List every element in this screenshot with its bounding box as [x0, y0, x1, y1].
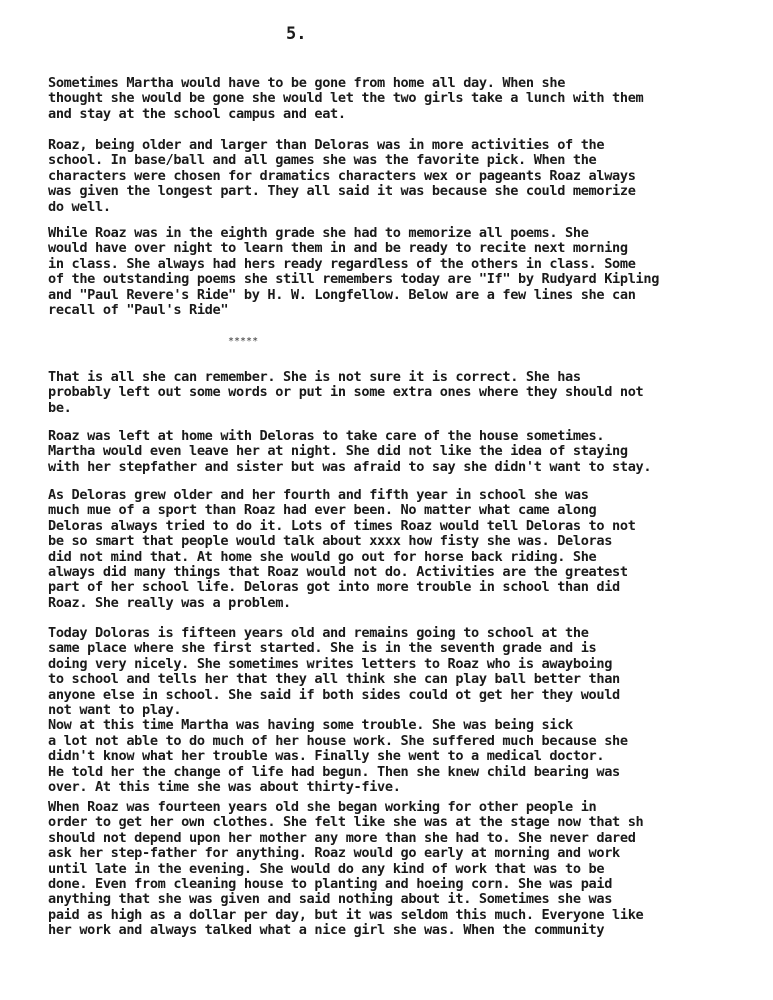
- text-line: of the outstanding poems she still remembers today are "If" by Rudyard Kipling: [48, 271, 660, 288]
- paragraph-left-at-home: [48, 429, 754, 475]
- text-line: would have over night to learn them in and be ready to recite next morning: [48, 240, 628, 257]
- text-line: Roaz was left at home with Deloras to take care of the house sometimes.: [48, 428, 605, 444]
- text-line: anyone else in school. She said if both sides could ot get her they would: [48, 686, 620, 703]
- separator-stars: *****: [228, 336, 259, 347]
- text-line: anything that she was given and said nothing about it. Sometimes she was: [48, 891, 613, 908]
- text-line: do well.: [48, 198, 111, 215]
- text-line: thought she would be gone she would let the two girls take a lunch with them: [48, 90, 644, 107]
- text-line: part of her school life. Deloras got into more trouble in school than did: [48, 579, 620, 596]
- text-line: characters were chosen for dramatics characters wex or pageants Roaz always: [48, 167, 636, 184]
- text-line: While Roaz was in the eighth grade she had to memorize all poems. She: [48, 225, 589, 241]
- text-line: until late in the evening. She would do any kind of work that was to be: [48, 860, 605, 877]
- text-line: and stay at the school campus and eat.: [48, 105, 346, 122]
- text-line: order to get her own clothes. She felt like she was at the stage now that sh: [48, 814, 644, 831]
- text-line: Sometimes Martha would have to be gone from home all day. When she: [48, 75, 566, 91]
- text-line: done. Even from cleaning house to planting and hoeing corn. She was paid: [48, 876, 613, 893]
- text-line: As Deloras grew older and her fourth and fifth year in school she was: [48, 487, 589, 503]
- text-line: much mue of a sport than Roaz had ever been. No matter what came along: [48, 502, 597, 519]
- text-line: over. At this time she was about thirty-five.: [48, 779, 401, 796]
- text-line: and "Paul Revere's Ride" by H. W. Longfellow. Below are a few lines she can: [48, 286, 636, 303]
- text-line: paid as high as a dollar per day, but it was seldom this much. Everyone like: [48, 906, 644, 923]
- text-line: school. In base/ball and all games she was the favorite pick. When the: [48, 152, 597, 169]
- paragraph-deloras-sport: [48, 488, 754, 611]
- text-line: ask her step-father for anything. Roaz would go early at morning and work: [48, 845, 620, 862]
- paragraph-lunch: [48, 76, 754, 122]
- paragraph-poems: [48, 226, 754, 318]
- text-line: a lot not able to do much of her house work. She suffered much because she: [48, 732, 628, 749]
- text-line: Today Doloras is fifteen years old and remains going to school at the: [48, 625, 589, 641]
- paragraph-roaz-working: [48, 800, 754, 939]
- page-number: 5.: [286, 24, 307, 44]
- paragraph-today-doloras: [48, 626, 754, 795]
- text-line: probably left out some words or put in some extra ones where they should not: [48, 384, 644, 401]
- text-line: Deloras always tried to do it. Lots of times Roaz would tell Deloras to not: [48, 517, 636, 534]
- text-line: That is all she can remember. She is not sure it is correct. She has: [48, 369, 581, 385]
- text-line: Roaz, being older and larger than Deloras was in more activities of the: [48, 137, 605, 153]
- paragraph-activities: [48, 138, 754, 215]
- text-line: didn't know what her trouble was. Finally she went to a medical doctor.: [48, 748, 605, 765]
- text-line: Roaz. She really was a problem.: [48, 594, 291, 611]
- text-line: be so smart that people would talk about xxxx how fisty she was. Deloras: [48, 533, 613, 550]
- text-line: was given the longest part. They all said it was because she could memorize: [48, 183, 636, 200]
- text-line: in class. She always had hers ready regardless of the others in class. Some: [48, 255, 636, 272]
- text-line: recall of "Paul's Ride": [48, 302, 229, 319]
- text-line: When Roaz was fourteen years old she began working for other people in: [48, 799, 597, 815]
- text-line: He told her the change of life had begun. Then she knew child bearing was: [48, 763, 620, 780]
- text-line: not want to play.: [48, 702, 182, 719]
- paragraph-remember: [48, 370, 754, 416]
- text-line: with her stepfather and sister but was afraid to say she didn't want to stay.: [48, 458, 652, 475]
- text-line: always did many things that Roaz would not do. Activities are the greatest: [48, 564, 628, 581]
- text-line: same place where she first started. She is in the seventh grade and is: [48, 640, 597, 657]
- text-line: to school and tells her that they all think she can play ball better than: [48, 671, 620, 688]
- text-line: her work and always talked what a nice girl she was. When the community: [48, 922, 605, 939]
- text-line: Martha would even leave her at night. She did not like the idea of staying: [48, 443, 628, 460]
- text-line: did not mind that. At home she would go out for horse back riding. She: [48, 548, 597, 565]
- text-line: Now at this time Martha was having some trouble. She was being sick: [48, 717, 573, 734]
- text-line: be.: [48, 399, 72, 416]
- text-line: should not depend upon her mother any more than she had to. She never dared: [48, 829, 636, 846]
- text-line: doing very nicely. She sometimes writes letters to Roaz who is awayboing: [48, 655, 613, 672]
